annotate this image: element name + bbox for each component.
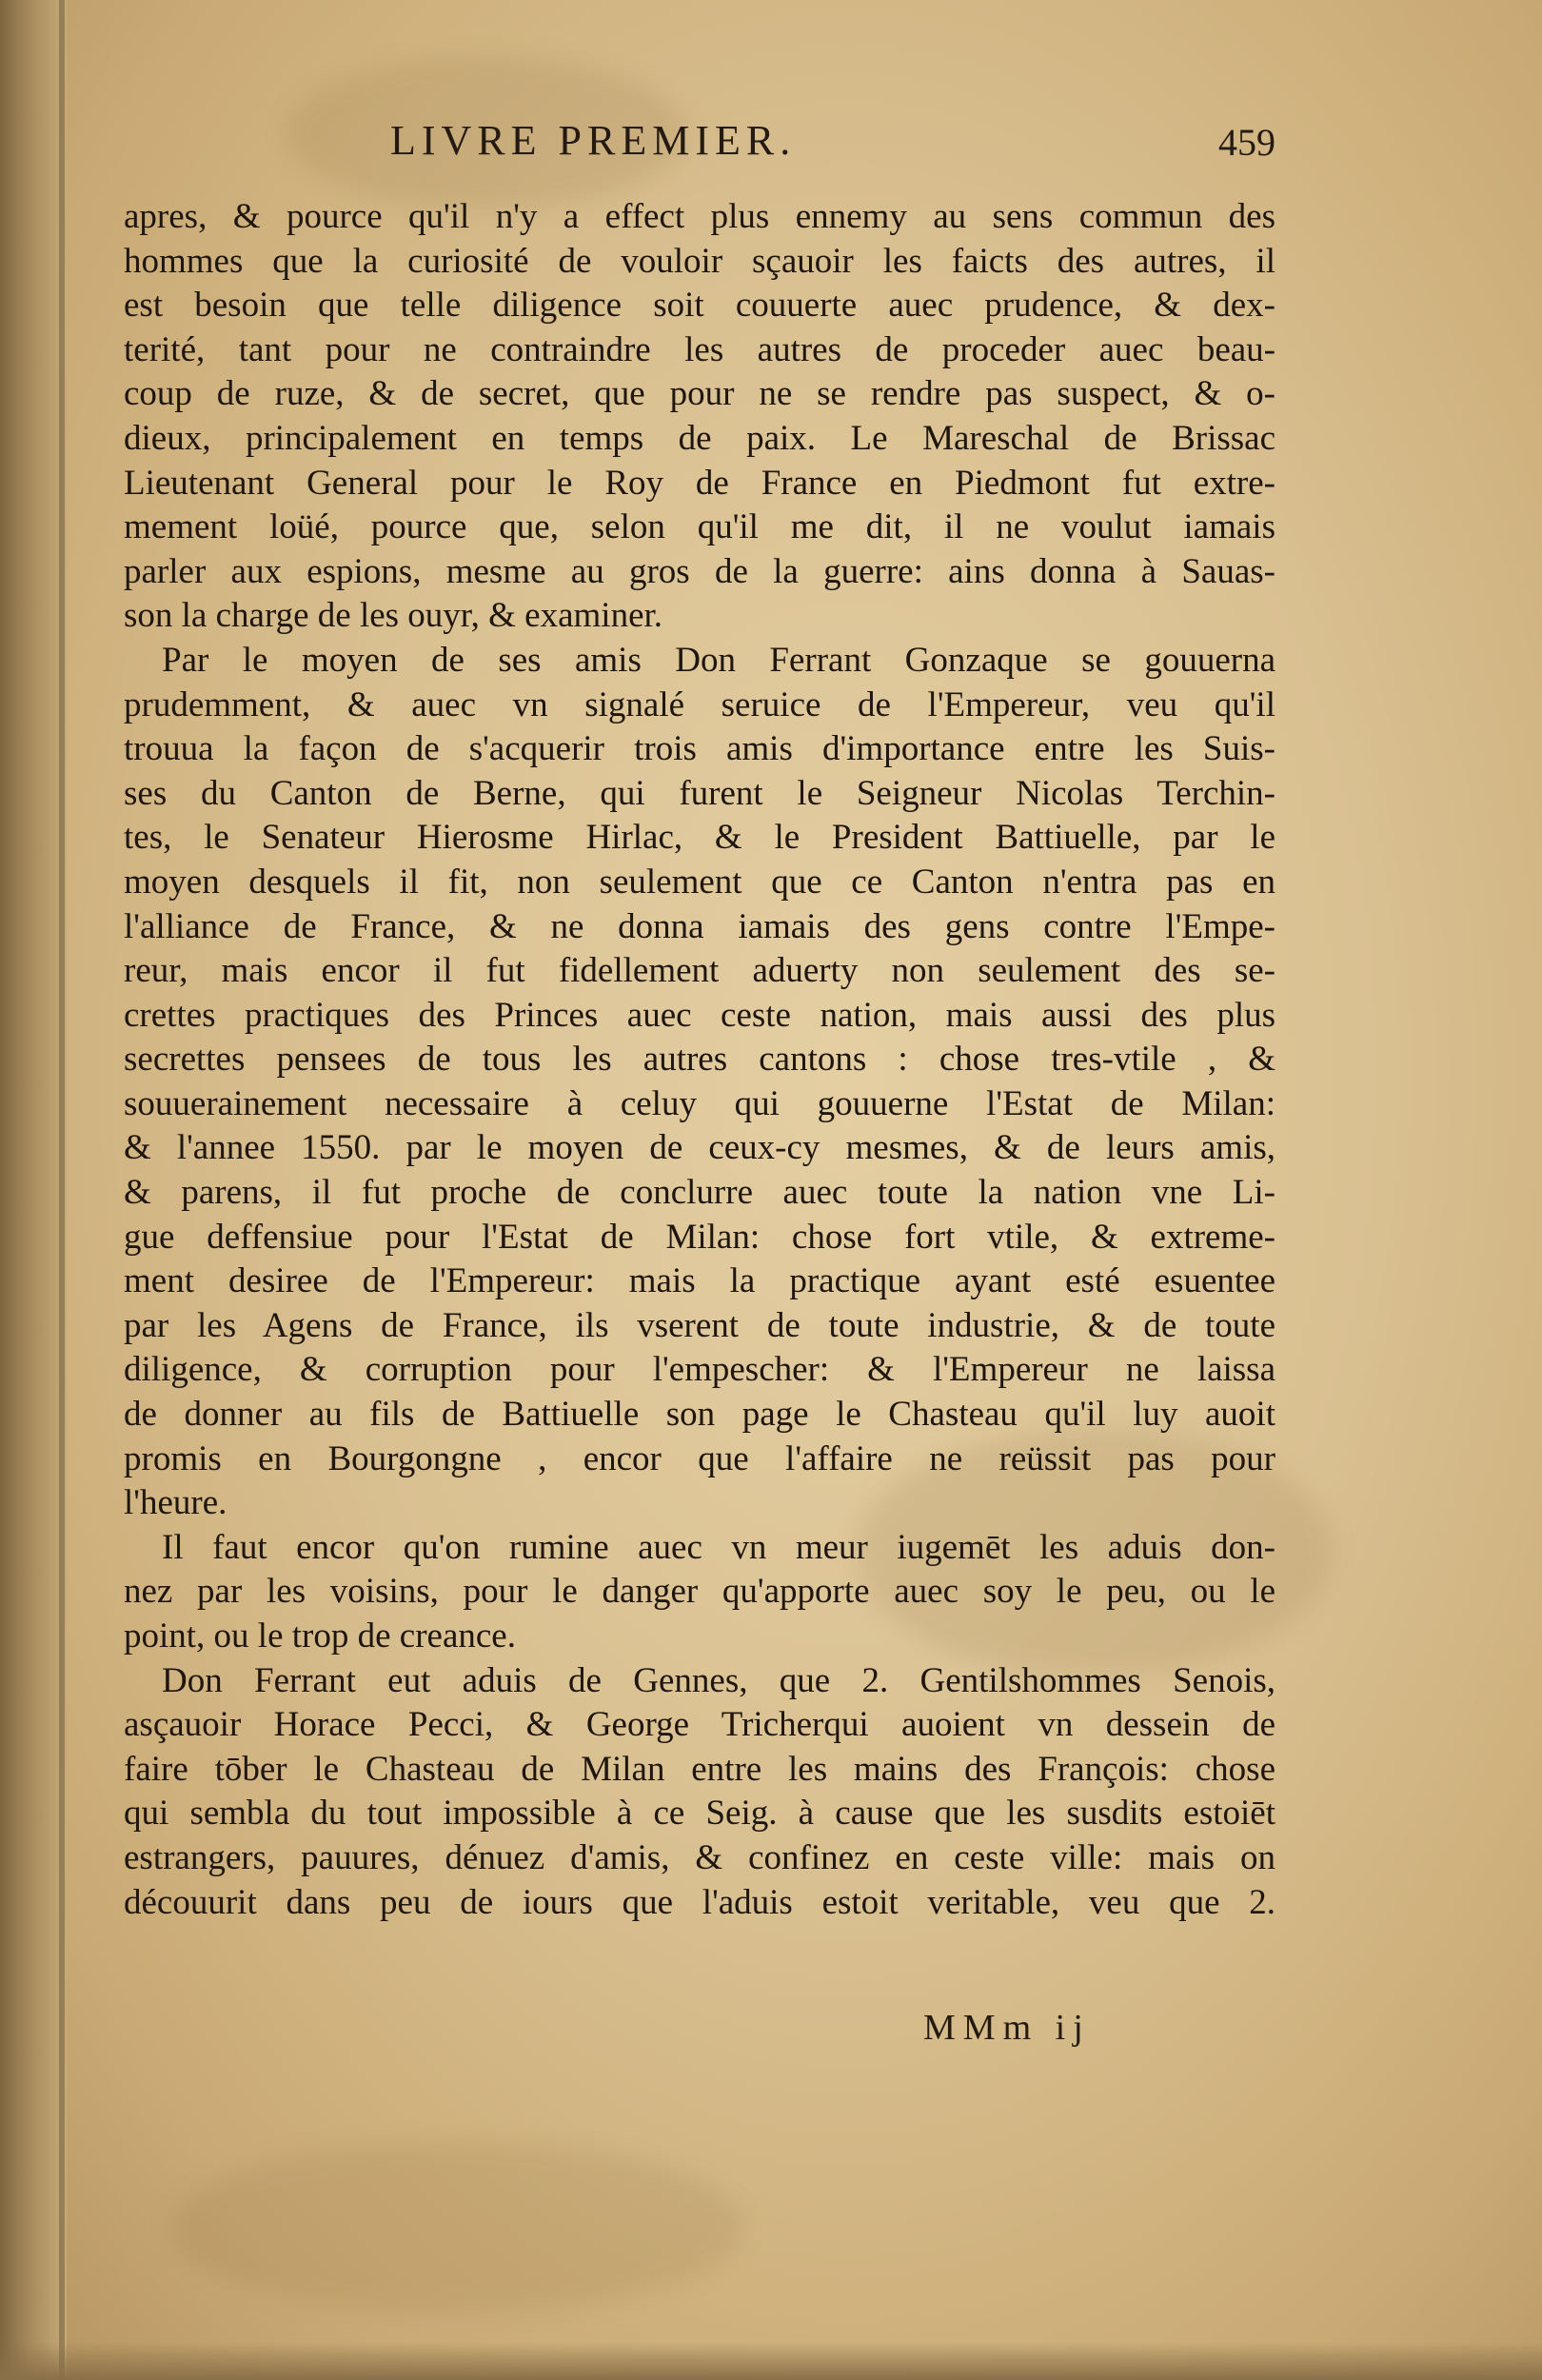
text-line: nez par les voisins, pour le danger qu'apporte auec soy le peu, ou le — [124, 1572, 1275, 1612]
text-line: est besoin que telle diligence soit couuerte auec prudence, & dex- — [124, 286, 1275, 326]
text-line: point, ou le trop de creance. — [124, 1616, 516, 1656]
text-line: souuerainement necessaire à celuy qui gouuerne l'Estat de Milan: — [124, 1083, 1275, 1123]
text-line: crettes practiques des Princes auec ceste nation, mais aussi des plus — [124, 995, 1275, 1035]
text-line: hommes que la curiosité de vouloir sçauoir les faicts des autres, il — [124, 241, 1275, 281]
text-line: par les Agens de France, ils vserent de toute industrie, & de toute — [124, 1305, 1275, 1345]
text-line: & parens, il fut proche de conclurre auec toute la nation vne Li- — [124, 1173, 1275, 1213]
text-line: Don Ferrant eut aduis de Gennes, que 2. Gentilshommes Senois, — [162, 1660, 1275, 1700]
text-line: trouua la façon de s'acquerir trois amis d'importance entre les Suis- — [124, 729, 1275, 769]
text-line: diligence, & corruption pour l'empescher: & l'Empereur ne laissa — [124, 1350, 1275, 1390]
text-line: de donner au fils de Battiuelle son page le Chasteau qu'il luy auoit — [124, 1395, 1275, 1435]
page-number: 459 — [1218, 121, 1275, 164]
text-line: terité, tant pour ne contraindre les autres de proceder auec beau- — [124, 329, 1275, 369]
text-line: moyen desquels il fit, non seulement que ce Canton n'entra pas en — [124, 862, 1275, 902]
text-line: l'heure. — [124, 1483, 227, 1523]
text-line: ment desiree de l'Empereur: mais la practique ayant esté esuentee — [124, 1261, 1275, 1301]
facing-page-bleed — [6, 181, 44, 257]
text-line: son la charge de les ouyr, & examiner. — [124, 596, 663, 636]
text-line: reur, mais encor il fut fidellement aduerty non seulement des se- — [124, 951, 1275, 991]
gutter-shadow — [59, 0, 65, 2380]
text-line: coup de ruze, & de secret, que pour ne se rendre pas suspect, & o- — [124, 374, 1275, 414]
text-line: secrettes pensees de tous les autres cantons : chose tres-vtile , & — [124, 1040, 1275, 1080]
text-line: estrangers, pauures, dénuez d'amis, & confinez en ceste ville: mais on — [124, 1837, 1275, 1877]
text-line: l'alliance de France, & ne donna iamais des gens contre l'Empe- — [124, 906, 1275, 946]
text-line: ses du Canton de Berne, qui furent le Seigneur Nicolas Terchin- — [124, 773, 1275, 813]
running-head: LIVRE PREMIER. — [390, 117, 797, 164]
body-text — [124, 195, 1275, 1925]
binding-gutter — [0, 0, 67, 2380]
text-line: découurit dans peu de iours que l'aduis estoit veritable, veu que 2. — [124, 1882, 1275, 1922]
text-line: asçauoir Horace Pecci, & George Tricherqui auoient vn dessein de — [124, 1705, 1275, 1745]
text-line: prudemment, & auec vn signalé seruice de l'Empereur, veu qu'il — [124, 684, 1275, 724]
text-line: tes, le Senateur Hierosme Hirlac, & le President Battiuelle, par le — [124, 818, 1275, 858]
page-header — [390, 116, 1275, 173]
text-line: dieux, principalement en temps de paix. Le Mareschal de Brissac — [124, 418, 1275, 458]
text-line: promis en Bourgongne , encor que l'affaire ne reüssit pas pour — [124, 1438, 1275, 1478]
text-line: qui sembla du tout impossible à ce Seig. à cause que les susdits estoiēt — [124, 1794, 1275, 1834]
text-line: Il faut encor qu'on rumine auec vn meur iugemēt les aduis don- — [162, 1527, 1275, 1567]
signature-mark: MMm ij — [923, 2008, 1091, 2048]
text-line: & l'annee 1550. par le moyen de ceux-cy mesmes, & de leurs amis, — [124, 1128, 1275, 1168]
text-line: Par le moyen de ses amis Don Ferrant Gonzaque se gouuerna — [162, 640, 1275, 680]
paper-stain — [171, 2142, 742, 2313]
text-line: faire tōber le Chasteau de Milan entre les mains des François: chose — [124, 1749, 1275, 1789]
text-line: parler aux espions, mesme au gros de la guerre: ains donna à Sauas- — [124, 551, 1275, 591]
page-bottom-shadow — [0, 2342, 1542, 2380]
text-line: gue deffensiue pour l'Estat de Milan: chose fort vtile, & extreme- — [124, 1217, 1275, 1257]
text-line: apres, & pource qu'il n'y a effect plus ennemy au sens commun des — [124, 197, 1275, 236]
text-line: Lieutenant General pour le Roy de France en Piedmont fut extre- — [124, 463, 1275, 503]
text-line: mement loüé, pource que, selon qu'il me dit, il ne voulut iamais — [124, 507, 1275, 547]
